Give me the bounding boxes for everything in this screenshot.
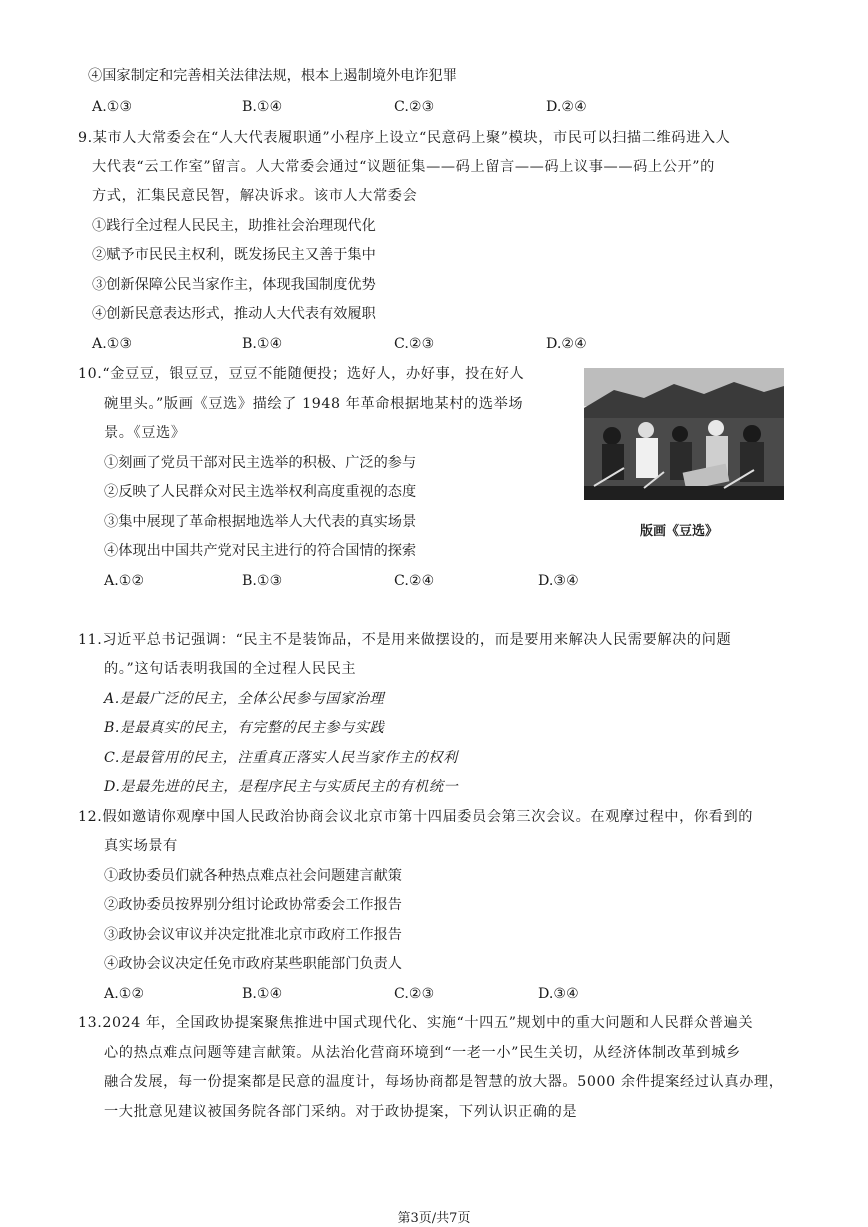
q12-statement-2: ②政协委员按界别分组讨论政协常委会工作报告 [104, 897, 402, 913]
q9-option-c: C.②③ [394, 336, 435, 352]
q10-stem-line-3: 景。《豆选》 [104, 425, 186, 441]
q12-stem-line-1: 12.假如邀请你观摩中国人民政治协商会议北京市第十四届委员会第三次会议。在观摩过程中，你看到的 [78, 809, 754, 825]
q10-option-c: C.②④ [394, 573, 435, 589]
q8-option-d: D.②④ [546, 99, 587, 115]
page-footer: 第3页/共7页 [397, 1211, 471, 1226]
q8-option-c: C.②③ [394, 99, 435, 115]
woodcut-caption: 版画《豆选》 [640, 524, 719, 539]
q10-statement-1: ①刻画了党员干部对民主选举的积极、广泛的参与 [104, 455, 417, 471]
q9-option-a: A.①③ [92, 336, 133, 352]
q10-statement-3: ③集中展现了革命根据地选举人大代表的真实场景 [104, 514, 417, 530]
q10-option-d: D.③④ [538, 573, 579, 589]
q11-option-b: B.是最真实的民主，有完整的民主参与实践 [104, 720, 385, 736]
q8-option-a: A.①③ [92, 99, 133, 115]
q10-statement-2: ②反映了人民群众对民主选举权利高度重视的态度 [104, 484, 417, 500]
q10-stem-line-1: 10.“金豆豆，银豆豆，豆豆不能随便投；选好人，办好事，投在好人 [78, 366, 525, 382]
q13-stem-line-4: 一大批意见建议被国务院各部门采纳。对于政协提案，下列认识正确的是 [104, 1104, 578, 1120]
q9-stem-line-1: 9.某市人大常委会在“人大代表履职通”小程序上设立“民意码上聚”模块，市民可以扫描二维码进入人 [78, 130, 731, 146]
q10-stem-line-2: 碗里头。”版画《豆选》描绘了 1948 年革命根据地某村的选举场 [104, 396, 524, 412]
q9-stem-line-3: 方式，汇集民意民智，解决诉求。该市人大常委会 [92, 188, 418, 204]
q11-option-c: C.是最管用的民主，注重真正落实人民当家作主的权利 [104, 750, 458, 766]
q12-stem-line-2: 真实场景有 [104, 838, 178, 854]
q11-option-a: A.是最广泛的民主，全体公民参与国家治理 [104, 691, 385, 707]
q9-stem-line-2: 大代表“云工作室”留言。人大常委会通过“议题征集——码上留言——码上议事——码上公开”的 [92, 159, 715, 175]
q9-option-b: B.①④ [242, 336, 283, 352]
q10-option-a: A.①② [104, 573, 145, 589]
woodcut-image [584, 368, 784, 500]
q11-option-d: D.是最先进的民主，是程序民主与实质民主的有机统一 [104, 779, 459, 795]
q9-statement-1: ①践行全过程人民民主，助推社会治理现代化 [92, 218, 376, 234]
q13-stem-line-2: 心的热点难点问题等建言献策。从法治化营商环境到“一老一小”民生关切，从经济体制改革到城乡 [104, 1045, 741, 1061]
q11-stem-line-2: 的。”这句话表明我国的全过程人民民主 [104, 661, 357, 677]
q12-statement-3: ③政协会议审议并决定批准北京市政府工作报告 [104, 927, 402, 943]
q11-stem-line-1: 11.习近平总书记强调：“民主不是装饰品，不是用来做摆设的，而是要用来解决人民需要解决的问题 [78, 632, 732, 648]
q12-option-a: A.①② [104, 986, 145, 1002]
q8-option-b: B.①④ [242, 99, 283, 115]
q10-option-b: B.①③ [242, 573, 283, 589]
q10-statement-4: ④体现出中国共产党对民主进行的符合国情的探索 [104, 543, 417, 559]
q12-option-c: C.②③ [394, 986, 435, 1002]
q8-statement-4: ④国家制定和完善相关法律法规，根本上遏制境外电诈犯罪 [88, 68, 457, 84]
q9-statement-4: ④创新民意表达形式，推动人大代表有效履职 [92, 306, 376, 322]
q13-stem-line-1: 13.2024 年，全国政协提案聚焦推进中国式现代化、实施“十四五”规划中的重大问题和人民群众普遍关 [78, 1015, 754, 1031]
q9-statement-3: ③创新保障公民当家作主，体现我国制度优势 [92, 277, 376, 293]
q13-stem-line-3: 融合发展，每一份提案都是民意的温度计，每场协商都是智慧的放大器。5000 余件提案经过认真办理， [104, 1074, 784, 1090]
q12-statement-1: ①政协委员们就各种热点难点社会问题建言献策 [104, 868, 402, 884]
q12-option-d: D.③④ [538, 986, 579, 1002]
q9-option-d: D.②④ [546, 336, 587, 352]
q12-option-b: B.①④ [242, 986, 283, 1002]
q12-statement-4: ④政协会议决定任免市政府某些职能部门负责人 [104, 956, 402, 972]
q9-statement-2: ②赋予市民民主权利，既发扬民主又善于集中 [92, 247, 376, 263]
